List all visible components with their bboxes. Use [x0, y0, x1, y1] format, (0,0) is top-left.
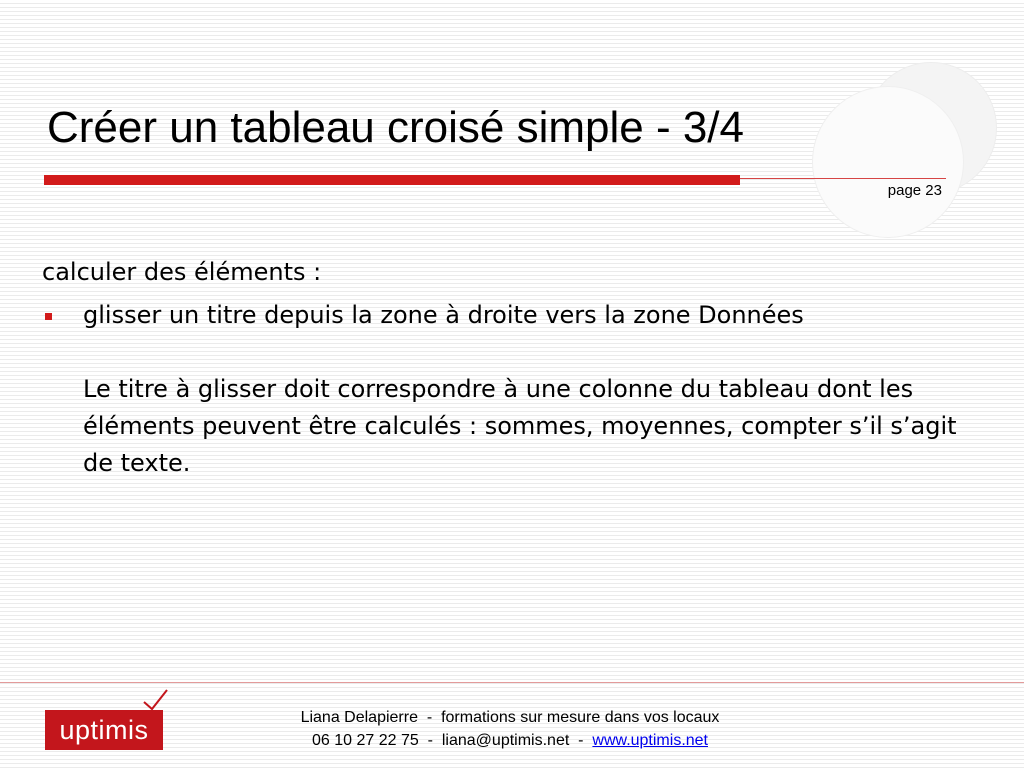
page-number: page 23: [887, 182, 942, 199]
bullet-text: glisser un titre depuis la zone à droite vers la zone Données: [83, 301, 804, 329]
bullet-detail: Le titre à glisser doit correspondre à une colonne du tableau dont les éléments peuvent être calculés : sommes, moyennes, compter s’il s’agit de texte.: [83, 375, 957, 477]
website-link[interactable]: www.uptimis.net: [592, 732, 708, 749]
footer-line-1: Liana Delapierre - formations sur mesure dans vos locaux: [300, 709, 720, 726]
footer-divider: [0, 682, 1024, 683]
logo-wordmark: uptimis: [45, 710, 163, 750]
checkmark-icon: [141, 688, 169, 712]
intro-text: calculer des éléments :: [42, 258, 322, 286]
decorative-circle-small: [812, 86, 964, 238]
footer-contact: [220, 706, 800, 752]
title-underline-bar: [44, 175, 740, 185]
square-bullet-icon: [45, 313, 52, 320]
slide-title: Créer un tableau croisé simple - 3/4: [47, 103, 744, 152]
uptimis-logo: [45, 688, 175, 752]
footer-line-2: [220, 729, 800, 752]
bullet-spacer: [83, 334, 962, 371]
footer-contact-info: 06 10 27 22 75 - liana@uptimis.net -: [312, 732, 593, 749]
slide-content: [42, 254, 962, 482]
bullet-item: [42, 297, 962, 482]
title-underline-thin-line: [740, 178, 946, 179]
